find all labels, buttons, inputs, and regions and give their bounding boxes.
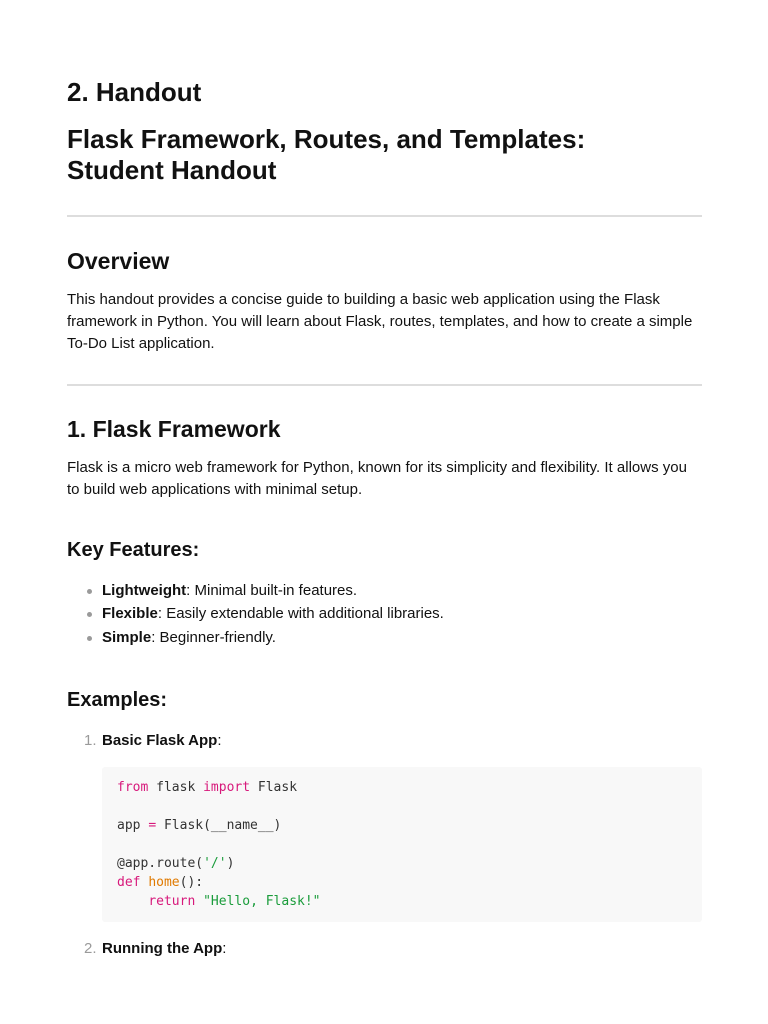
code-operator: = xyxy=(148,818,157,833)
code-text: (): xyxy=(179,875,204,890)
code-text: Flask xyxy=(250,780,298,795)
code-line xyxy=(117,816,687,835)
list-item xyxy=(84,731,222,751)
code-line xyxy=(117,778,687,797)
code-line xyxy=(117,873,687,892)
code-keyword: import xyxy=(203,780,251,795)
feature-desc: : Minimal built-in features. xyxy=(186,582,358,599)
overview-heading: Overview xyxy=(67,248,170,274)
document-title-line-2: Student Handout xyxy=(67,155,277,185)
section-heading: 2. Handout xyxy=(67,77,202,107)
document-title-line-1: Flask Framework, Routes, and Templates: xyxy=(67,124,586,154)
code-function-name: home xyxy=(148,875,180,890)
examples-heading: Examples: xyxy=(67,689,168,711)
code-text xyxy=(195,894,203,909)
code-line xyxy=(117,854,687,873)
code-block xyxy=(102,767,702,922)
code-text: app xyxy=(117,818,149,833)
code-text: flask xyxy=(148,780,204,795)
code-text: Flask(__name__) xyxy=(156,818,282,833)
list-item xyxy=(102,628,276,648)
code-text: @app.route( xyxy=(117,856,204,871)
code-text: ) xyxy=(226,856,235,871)
list-number: 2. xyxy=(84,940,97,957)
feature-term: Flexible xyxy=(102,605,158,622)
feature-desc: : Beginner-friendly. xyxy=(151,629,276,646)
code-keyword: return xyxy=(148,894,196,909)
divider xyxy=(67,215,702,217)
code-line xyxy=(117,835,687,854)
example-term: Running the App xyxy=(102,940,223,957)
bullet-icon xyxy=(87,612,92,617)
code-keyword: from xyxy=(117,780,149,795)
code-indent xyxy=(117,894,148,909)
code-string: "Hello, Flask!" xyxy=(203,894,321,909)
list-number: 1. xyxy=(84,732,97,749)
code-line xyxy=(117,892,687,911)
example-term: Basic Flask App xyxy=(102,732,218,749)
divider xyxy=(67,384,702,386)
overview-text: This handout provides a concise guide to building a basic web application using the Flask framework in Python. You will learn about Flask, routes, templates, and how to create a simple To-Do List application. xyxy=(67,291,693,352)
flask-framework-heading: 1. Flask Framework xyxy=(67,416,281,442)
code-keyword: def xyxy=(117,875,141,890)
list-item xyxy=(102,581,357,601)
bullet-icon xyxy=(87,636,92,641)
example-desc: : xyxy=(217,732,222,749)
flask-framework-text: Flask is a micro web framework for Python, known for its simplicity and flexibility. It allows you to build web applications with minimal setup. xyxy=(67,459,687,498)
key-features-heading: Key Features: xyxy=(67,539,200,561)
code-line xyxy=(117,797,687,816)
feature-term: Lightweight xyxy=(102,582,187,599)
list-item xyxy=(102,604,444,624)
feature-term: Simple xyxy=(102,629,152,646)
example-desc: : xyxy=(222,940,227,957)
bullet-icon xyxy=(87,589,92,594)
code-string: '/' xyxy=(203,856,227,871)
feature-desc: : Easily extendable with additional libraries. xyxy=(157,605,444,622)
list-item xyxy=(84,939,227,959)
